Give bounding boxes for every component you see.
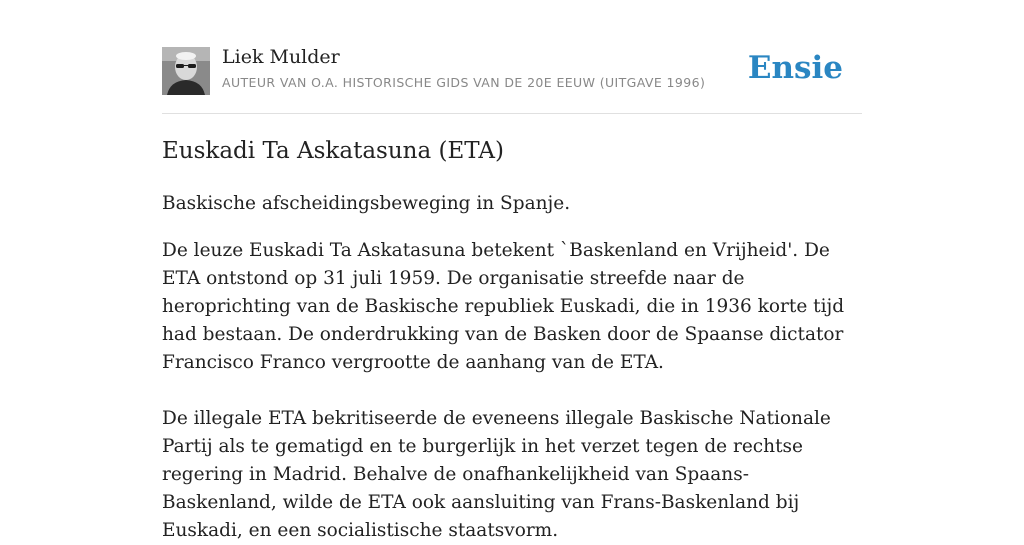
article-body: [162, 190, 862, 545]
author-bio: AUTEUR VAN O.A. HISTORISCHE GIDS VAN DE 20E EEUW (UITGAVE 1996): [222, 75, 706, 90]
author-photo: [162, 47, 210, 95]
article-paragraph: De illegale ETA bekritiseerde de eveneens illegale Baskische Nationale Partij als te gematigd en te burgerlijk in het verzet tegen de rechtse regering in Madrid. Behalve de onafhankelijkheid van Spaans-Baskenland, wilde de ETA ook aansluiting van Frans-Baskenland bij Euskadi, en een socialistische staatsvorm.: [162, 408, 831, 541]
ensie-logo[interactable]: Ensie: [747, 50, 843, 86]
author-name[interactable]: Liek Mulder: [222, 46, 340, 68]
article-lead: Baskische afscheidingsbeweging in Spanje.: [162, 193, 571, 214]
article-paragraph: De leuze Euskadi Ta Askatasuna betekent `Baskenland en Vrijheid'. De ETA ontstond op 31 juli 1959. De organisatie streefde naar de heroprichting van de Baskische republiek Euskadi, die in 1936 korte tijd had bestaan. De onderdrukking van de Basken door de Spaanse dictator Francisco Franco vergrootte de aanhang van de ETA.: [162, 240, 845, 373]
author-avatar[interactable]: [162, 47, 210, 95]
article-title: Euskadi Ta Askatasuna (ETA): [162, 138, 504, 164]
author-header: [162, 44, 862, 114]
